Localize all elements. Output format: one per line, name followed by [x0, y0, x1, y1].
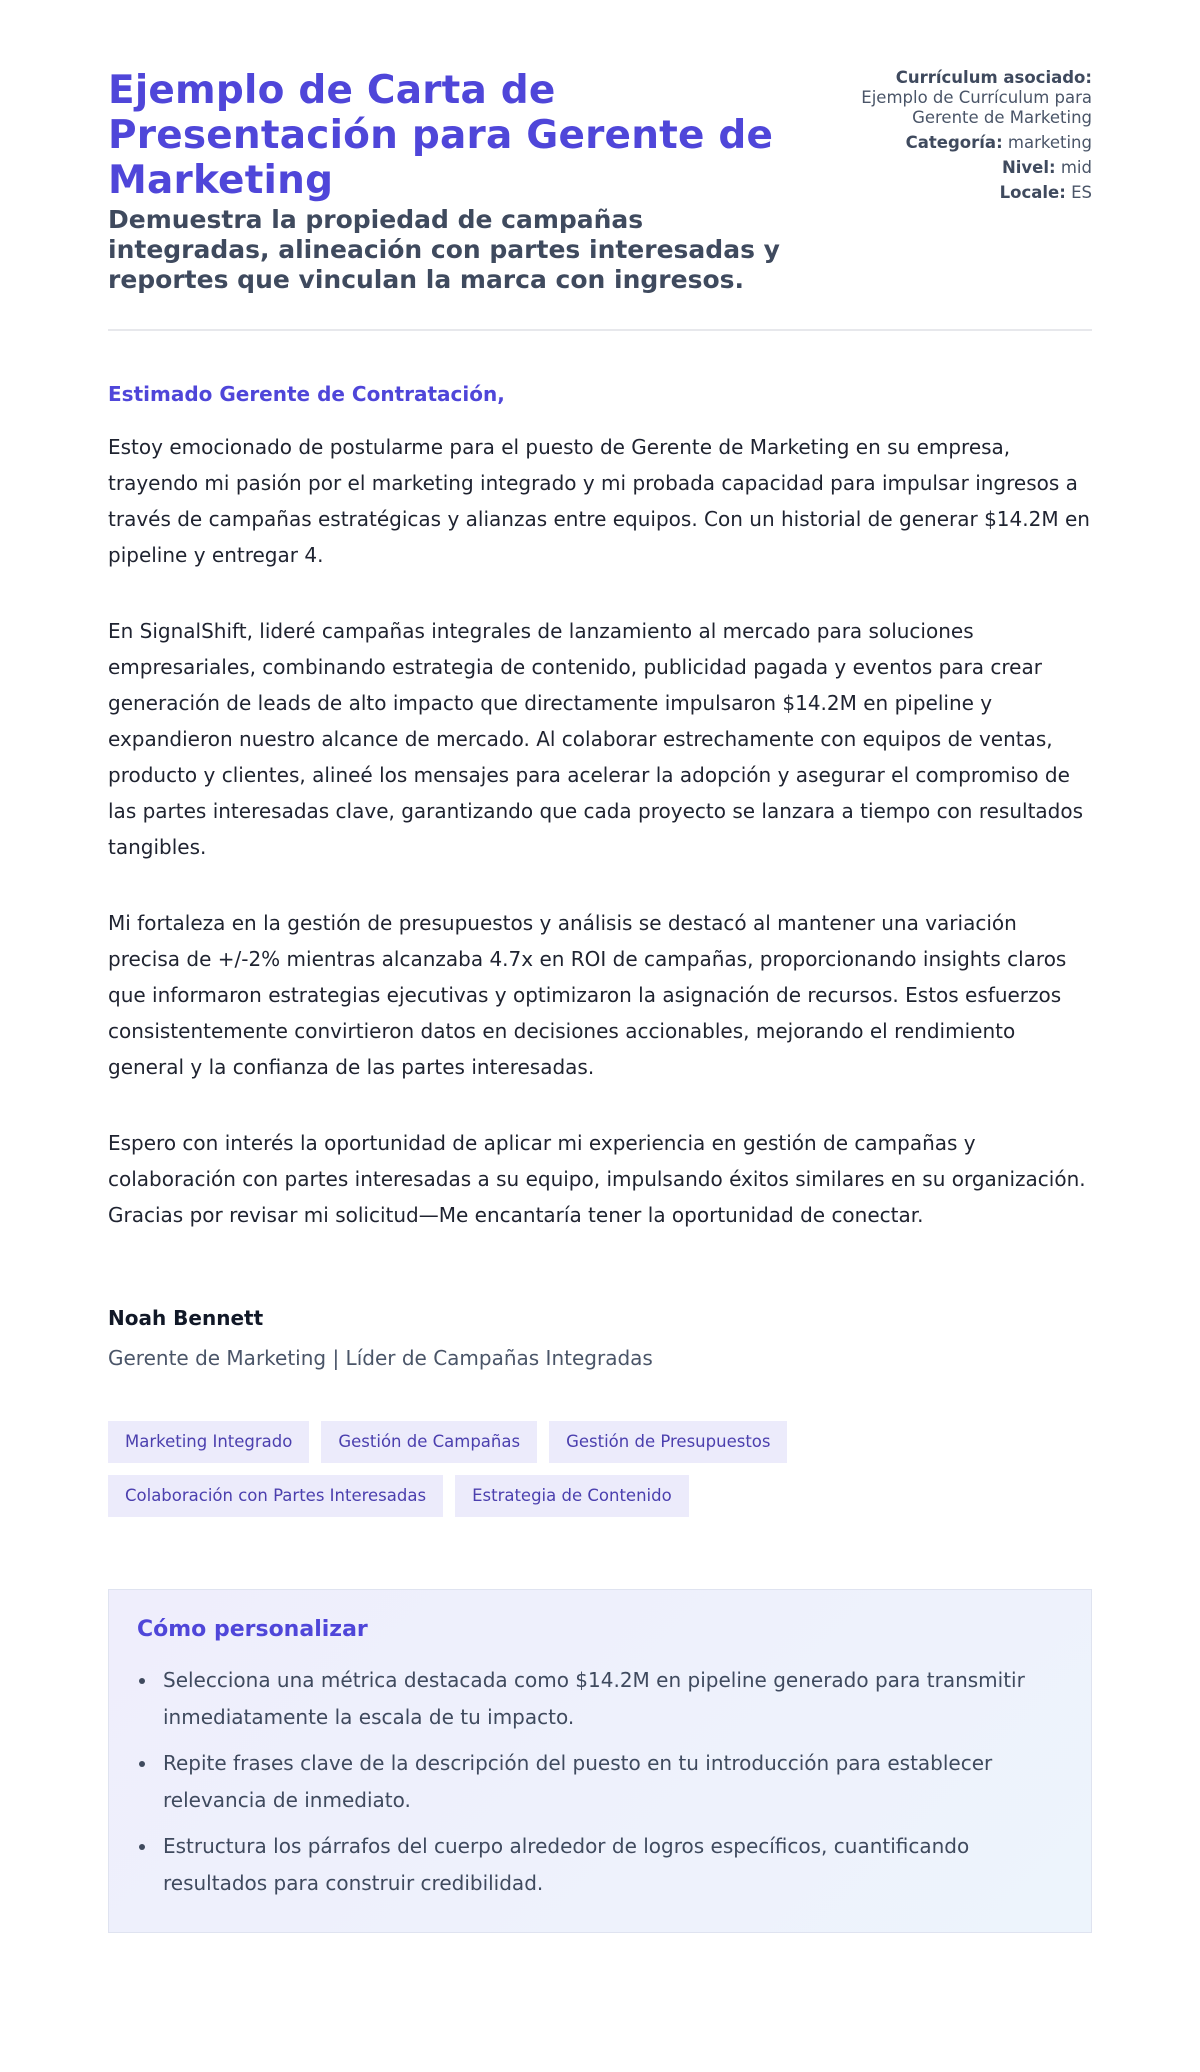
meta-level-label: Nivel: — [1001, 158, 1056, 177]
page-title: Ejemplo de Carta de Presentación para Gerente de Marketing — [108, 68, 774, 203]
meta-category-value: marketing — [1007, 133, 1092, 152]
tag-campaign-management[interactable]: Gestión de Campañas — [321, 1421, 537, 1463]
meta-locale — [832, 183, 1092, 203]
tag-integrated-marketing[interactable]: Marketing Integrado — [108, 1421, 309, 1463]
page-header — [108, 0, 1092, 331]
salutation: Estimado Gerente de Contratación, — [108, 382, 505, 406]
signature-name: Noah Bennett — [108, 1306, 264, 1330]
tag-budget-management[interactable]: Gestión de Presupuestos — [549, 1421, 787, 1463]
meta-level-value: mid — [1060, 158, 1092, 177]
meta-associated-resume — [832, 68, 1092, 128]
tip-item: Repite frases clave de la descripción del puesto en tu introducción para establecer relevancia de inmediato. — [137, 1745, 1063, 1819]
meta-resume-value[interactable]: Ejemplo de Currículum para Gerente de Marketing — [861, 88, 1092, 127]
signature-title: Gerente de Marketing | Líder de Campañas Integradas — [108, 1346, 653, 1370]
letter-paragraph-closing: Espero con interés la oportunidad de aplicar mi experiencia en gestión de campañas y colaboración con partes interesadas a su equipo, impulsando éxitos similares en su organización. Gracias por revisar mi solicitud—Me encantaría tener la oportunidad de conectar. — [108, 1131, 1086, 1227]
tip-item: Estructura los párrafos del cuerpo alrededor de logros específicos, cuantificando resultados para construir credibilidad. — [137, 1828, 1063, 1902]
cover-letter-page — [108, 0, 1092, 1933]
letter-paragraph-intro: Estoy emocionado de postularme para el puesto de Gerente de Marketing en su empresa, trayendo mi pasión por el marketing integrado y mi probada capacidad para impulsar ingresos a través de campañas estratégicas y alianzas entre equipos. Con un historial de generar $14.2M en pipeline y entregar 4. — [108, 435, 1090, 567]
meta-resume-label: Currículum asociado: — [895, 68, 1092, 87]
tips-list — [137, 1662, 1063, 1902]
meta-level — [832, 158, 1092, 178]
meta-category-label: Categoría: — [905, 133, 1003, 152]
page-subtitle: Demuestra la propiedad de campañas integradas, alineación con partes interesadas y reportes que vinculan la marca con ingresos. — [108, 205, 780, 294]
tag-stakeholder-collaboration[interactable]: Colaboración con Partes Interesadas — [108, 1475, 443, 1517]
meta-locale-value: ES — [1071, 183, 1092, 202]
meta-locale-label: Locale: — [999, 183, 1066, 202]
letter-body — [108, 381, 1092, 1371]
header-titles — [108, 68, 808, 295]
metadata-panel — [832, 68, 1092, 208]
tip-item: Selecciona una métrica destacada como $14.2M en pipeline generado para transmitir inmediatamente la escala de tu impacto. — [137, 1662, 1063, 1736]
meta-category — [832, 133, 1092, 153]
tag-content-strategy[interactable]: Estrategia de Contenido — [455, 1475, 689, 1517]
letter-paragraph-experience: En SignalShift, lideré campañas integrales de lanzamiento al mercado para soluciones empresariales, combinando estrategia de contenido, publicidad pagada y eventos para crear generación de leads de alto impacto que directamente impulsaron $14.2M en pipeline y expandieron nuestro alcance de mercado. Al colaborar estrechamente con equipos de ventas, producto y clientes, alineé los mensajes para acelerar la adopción y asegurar el compromiso de las partes interesadas clave, garantizando que cada proyecto se lanzara a tiempo con resultados tangibles. — [108, 619, 1084, 859]
skill-tags — [108, 1421, 868, 1517]
tips-title: Cómo personalizar — [137, 1617, 368, 1642]
letter-paragraph-strengths: Mi fortaleza en la gestión de presupuestos y análisis se destacó al mantener una variación precisa de +/-2% mientras alcanzaba 4.7x en ROI de campañas, proporcionando insights claros que informaron estrategias ejecutivas y optimizaron la asignación de recursos. Estos esfuerzos consistentemente convirtieron datos en decisiones accionables, mejorando el rendimiento general y la confianza de las partes interesadas. — [108, 911, 1067, 1079]
customization-tips-box — [108, 1589, 1092, 1933]
